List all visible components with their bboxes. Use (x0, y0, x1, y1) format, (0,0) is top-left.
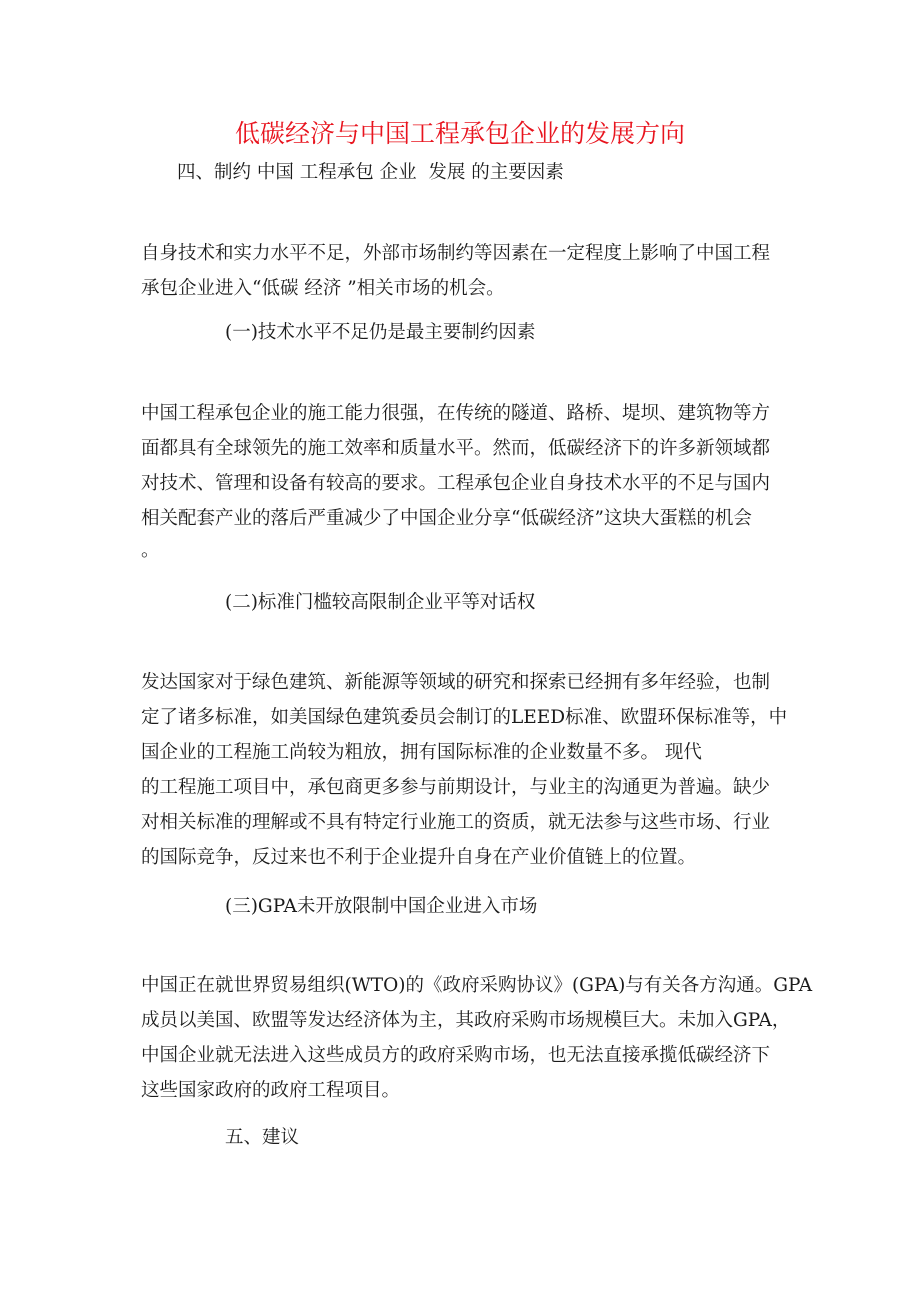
subsection-three-paragraph (141, 968, 813, 1108)
paragraph-line: 。 (141, 540, 160, 561)
paragraph-line: 的国际竞争，反过来也不利于企业提升自身在产业价值链上的位置。 (141, 847, 697, 868)
subsection-three-heading: (三)GPA未开放限制中国企业进入市场 (225, 896, 538, 917)
subsection-two-heading: (二)标准门槛较高限制企业平等对话权 (225, 592, 536, 613)
paragraph-line: 自身技术和实力水平不足，外部市场制约等因素在一定程度上影响了中国工程 (141, 243, 771, 264)
paragraph-line: 面都具有全球领先的施工效率和质量水平。然而，低碳经济下的许多新领域都 (141, 438, 771, 459)
paragraph-line: 定了诸多标准，如美国绿色建筑委员会制订的LEED标准、欧盟环保标准等，中 (141, 707, 788, 728)
paragraph-line: 中国正在就世界贸易组织(WTO)的《政府采购协议》(GPA)与有关各方沟通。GPA (141, 975, 813, 996)
paragraph-line: 中国企业就无法进入这些成员方的政府采购市场，也无法直接承揽低碳经济下 (141, 1045, 771, 1066)
section-four-heading: 四、制约 中国 工程承包 企业 发展 的主要因素 (177, 162, 564, 183)
paragraph-line: 国企业的工程施工尚较为粗放，拥有国际标准的企业数量不多。 现代 (141, 742, 702, 763)
intro-paragraph (141, 236, 786, 306)
paragraph-line: 中国工程承包企业的施工能力很强，在传统的隧道、路桥、堤坝、建筑物等方 (141, 403, 771, 424)
subsection-two-paragraph (141, 665, 786, 875)
section-five-heading: 五、建议 (225, 1127, 300, 1148)
paragraph-line: 对技术、管理和设备有较高的要求。工程承包企业自身技术水平的不足与国内 (141, 473, 771, 494)
paragraph-line: 成员以美国、欧盟等发达经济体为主，其政府采购市场规模巨大。未加入GPA， (141, 1010, 791, 1031)
document-title: 低碳经济与中国工程承包企业的发展方向 (234, 119, 685, 148)
paragraph-line: 对相关标准的理解或不具有特定行业施工的资质，就无法参与这些市场、行业 (141, 812, 771, 833)
paragraph-line: 的工程施工项目中，承包商更多参与前期设计，与业主的沟通更为普遍。缺少 (141, 777, 771, 798)
paragraph-line: 这些国家政府的政府工程项目。 (141, 1080, 401, 1101)
paragraph-line: 相关配套产业的落后严重减少了中国企业分享“低碳经济”这块大蛋糕的机会 (141, 508, 752, 529)
subsection-one-heading: (一)技术水平不足仍是最主要制约因素 (225, 322, 536, 343)
paragraph-line: 承包企业进入“低碳 经济 ”相关市场的机会。 (141, 278, 505, 299)
subsection-one-paragraph (141, 396, 786, 566)
paragraph-line: 发达国家对于绿色建筑、新能源等领域的研究和探索已经拥有多年经验，也制 (141, 672, 771, 693)
